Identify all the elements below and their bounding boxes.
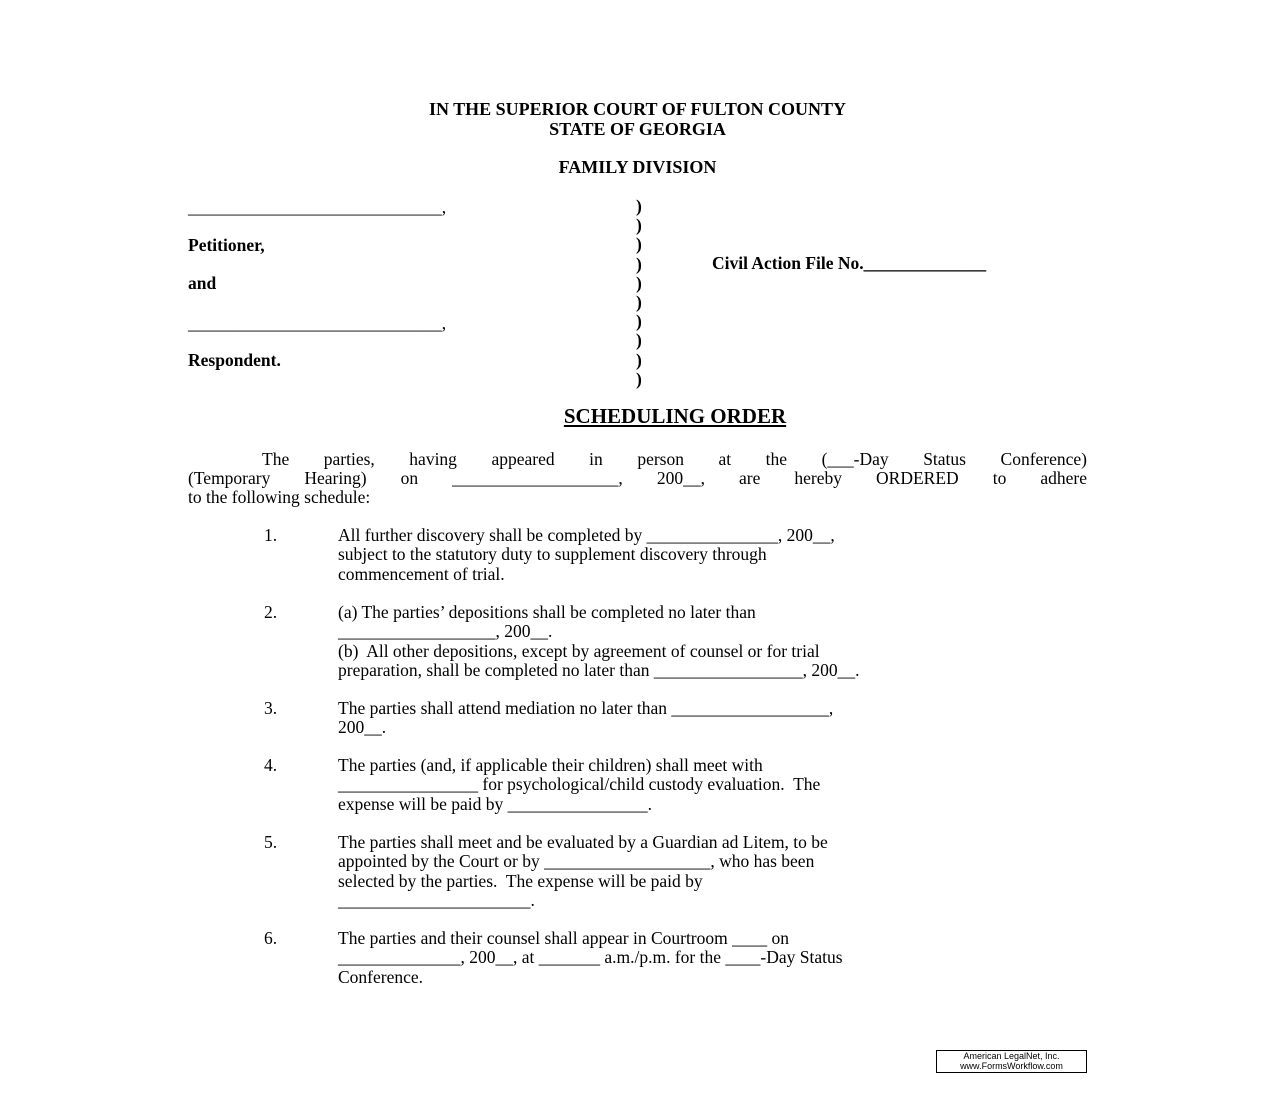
caption-paren: ) — [636, 272, 642, 293]
caption-paren: ) — [636, 215, 642, 236]
item-number: 1. — [264, 525, 278, 545]
footer-website: www.FormsWorkflow.com — [960, 1060, 1063, 1071]
and-label: and — [188, 273, 217, 293]
item-number: 6. — [264, 928, 278, 948]
division-heading: FAMILY DIVISION — [558, 157, 717, 177]
caption-paren: ) — [636, 234, 642, 255]
legalnet-footer-badge — [936, 1050, 1087, 1073]
item-number: 5. — [264, 832, 278, 852]
caption-paren: ) — [636, 349, 642, 370]
caption-paren: ) — [636, 330, 642, 351]
respondent-name-blank: _____________________________, — [188, 313, 447, 333]
state-heading: STATE OF GEORGIA — [549, 119, 726, 139]
respondent-label: Respondent. — [188, 350, 281, 370]
caption-paren: ) — [636, 196, 642, 216]
caption-paren: ) — [636, 368, 642, 389]
item-text: The parties shall attend mediation no later than __________________, 200__. — [338, 698, 834, 738]
item-text: The parties and their counsel shall appear in Courtroom ____ on ______________, 200__, at _______ a.m./p.m. for the ____-Day Status Conference. — [338, 928, 843, 987]
caption-divider — [636, 197, 648, 389]
item-number: 4. — [264, 755, 278, 775]
item-number: 2. — [264, 602, 278, 622]
caption-paren: ) — [636, 253, 642, 274]
intro-line-2: (Temporary Hearing) on ___________________, 200__, are hereby ORDERED to adhere — [188, 468, 1087, 488]
petitioner-label: Petitioner, — [188, 235, 265, 255]
item-text: (a) The parties’ depositions shall be completed no later than __________________, 200__. (b) All other depositions, except by agreement of counsel or for trial preparation, shall be completed no later than _________________, 200__. — [338, 602, 860, 680]
intro-line-1: The parties, having appeared in person at the (___-Day Status Conference) — [262, 449, 1087, 469]
court-heading: IN THE SUPERIOR COURT OF FULTON COUNTY — [428, 99, 847, 119]
petitioner-name-blank: _____________________________, — [188, 197, 447, 217]
item-text: The parties shall meet and be evaluated by a Guardian ad Litem, to be appointed by the Court or by ___________________, who has been selected by the parties. The expense will be paid by ______________________. — [338, 832, 828, 910]
intro-line-3: to the following schedule: — [188, 487, 371, 507]
order-title: SCHEDULING ORDER — [563, 404, 787, 428]
item-text: All further discovery shall be completed by _______________, 200__, subject to the statutory duty to supplement discovery through commencement of trial. — [338, 525, 835, 584]
caption-paren: ) — [636, 291, 642, 312]
caption-paren: ) — [636, 311, 642, 332]
item-number: 3. — [264, 698, 278, 718]
footer-company: American LegalNet, Inc. — [963, 1051, 1060, 1061]
item-text: The parties (and, if applicable their children) shall meet with ________________ for psychological/child custody evaluation. The expense will be paid by ________________. — [338, 755, 821, 814]
civil-action-file-number: Civil Action File No.______________ — [712, 253, 987, 273]
